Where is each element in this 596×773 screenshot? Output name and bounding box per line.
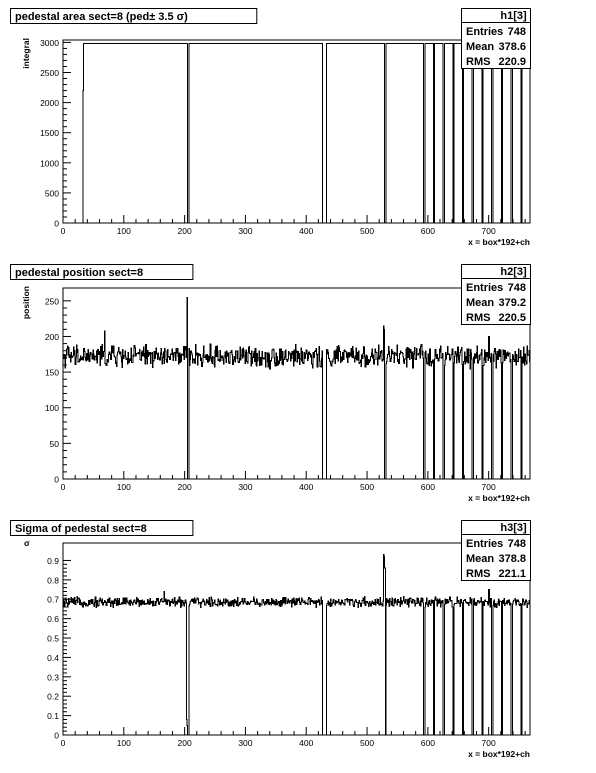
x-tick-label: 700	[481, 482, 496, 492]
y-axis-label: position	[21, 286, 31, 320]
y-tick-label: 0.8	[47, 575, 59, 586]
y-tick-label: 0.3	[47, 672, 59, 683]
x-tick-label: 600	[420, 738, 435, 748]
y-tick-label: 1000	[40, 158, 59, 169]
stats-name: h1[3]	[500, 10, 527, 22]
x-tick-label: 100	[116, 482, 131, 492]
chart-title: pedestal position sect=8	[15, 267, 144, 279]
y-tick-label: 500	[44, 188, 59, 199]
x-tick-label: 300	[238, 226, 253, 236]
y-tick-label: 250	[44, 296, 59, 307]
plot-frame	[63, 543, 530, 735]
y-tick-label: 0.9	[47, 555, 59, 566]
chart-panel-3	[11, 521, 531, 760]
y-tick-label: 2500	[40, 68, 59, 79]
y-tick-label: 0	[54, 730, 59, 741]
chart-title: Sigma of pedestal sect=8	[15, 523, 147, 535]
x-tick-label: 100	[116, 226, 131, 236]
stats-value: 378.8	[498, 553, 526, 565]
x-tick-label: 0	[60, 738, 66, 748]
y-tick-label: 1500	[40, 128, 59, 139]
x-tick-label: 600	[420, 482, 435, 492]
x-tick-label: 400	[299, 482, 314, 492]
x-tick-label: 200	[177, 482, 192, 492]
x-tick-label: 700	[481, 226, 496, 236]
stats-label: Mean	[466, 41, 495, 53]
stats-label: RMS	[466, 312, 491, 324]
stats-label: Entries	[466, 282, 504, 294]
stats-value: 379.2	[498, 297, 526, 309]
stats-label: Entries	[466, 538, 504, 550]
y-tick-label: 0.1	[47, 711, 59, 722]
x-tick-label: 400	[299, 738, 314, 748]
y-tick-label: 3000	[40, 37, 59, 48]
y-tick-label: 0.6	[47, 614, 59, 625]
y-tick-label: 0.2	[47, 691, 59, 702]
stats-value: 748	[507, 282, 526, 294]
chart-panel-2	[11, 265, 531, 504]
stats-label: RMS	[466, 56, 491, 68]
x-tick-label: 100	[116, 738, 131, 748]
stats-value: 220.5	[498, 312, 526, 324]
y-tick-label: 100	[44, 403, 59, 414]
x-tick-label: 500	[359, 738, 375, 748]
stats-value: 748	[507, 26, 526, 38]
x-tick-label: 700	[481, 738, 496, 748]
stats-label: Entries	[466, 26, 504, 38]
x-tick-label: 200	[177, 738, 192, 748]
y-tick-label: 0.4	[47, 652, 59, 663]
stats-label: Mean	[466, 297, 495, 309]
y-tick-label: 0	[54, 218, 59, 229]
stats-name: h2[3]	[500, 266, 527, 278]
y-tick-label: 0.7	[47, 594, 59, 605]
plot-frame	[63, 288, 530, 479]
stats-name: h3[3]	[500, 522, 527, 534]
stats-value: 220.9	[498, 56, 526, 68]
x-axis-label: x = box*192+ch	[468, 749, 530, 759]
x-tick-label: 0	[60, 226, 66, 236]
y-tick-label: 0	[54, 474, 59, 485]
stats-label: RMS	[466, 568, 491, 580]
y-axis-label: integral	[21, 38, 31, 69]
chart-title: pedestal area sect=8 (ped± 3.5 σ)	[15, 11, 188, 23]
chart-panel-1	[11, 9, 531, 248]
x-tick-label: 400	[299, 226, 314, 236]
y-axis-label: σ	[24, 538, 30, 548]
y-tick-label: 2000	[40, 98, 59, 109]
x-tick-label: 500	[359, 482, 375, 492]
stats-value: 378.6	[498, 41, 526, 53]
x-tick-label: 200	[177, 226, 192, 236]
y-tick-label: 0.5	[47, 633, 59, 644]
stats-value: 748	[507, 538, 526, 550]
x-tick-label: 300	[238, 482, 253, 492]
x-axis-label: x = box*192+ch	[468, 237, 530, 247]
y-tick-label: 50	[49, 438, 59, 449]
plot-frame	[63, 40, 530, 223]
y-tick-label: 150	[44, 367, 59, 378]
x-tick-label: 300	[238, 738, 253, 748]
x-tick-label: 600	[420, 226, 435, 236]
y-tick-label: 200	[44, 331, 59, 342]
x-tick-label: 500	[359, 226, 375, 236]
x-tick-label: 0	[60, 482, 66, 492]
stats-label: Mean	[466, 553, 495, 565]
x-axis-label: x = box*192+ch	[468, 493, 530, 503]
stats-value: 221.1	[498, 568, 526, 580]
